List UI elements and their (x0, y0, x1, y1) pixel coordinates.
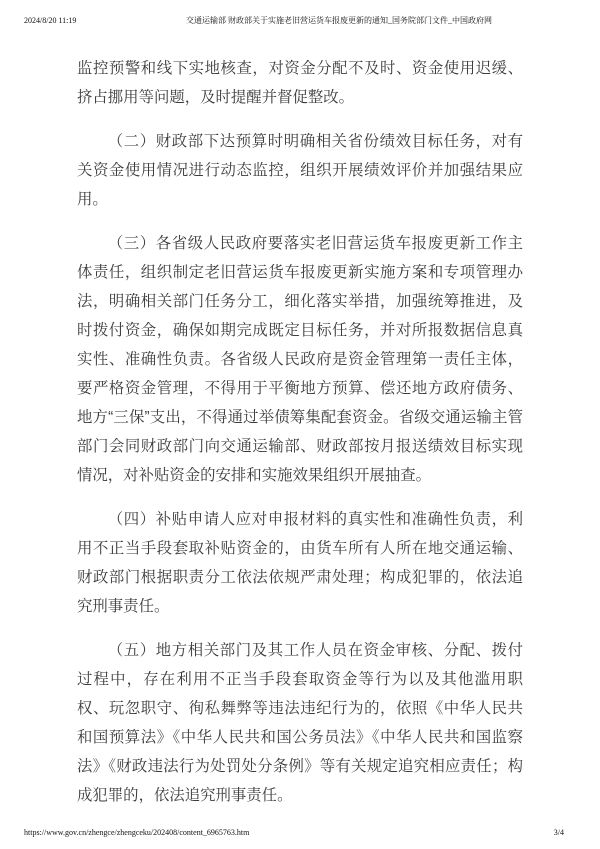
paragraph-item-4: （四）补贴申请人应对申报材料的真实性和准确性负责，利用不正当手段套取补贴资金的，由货车所有人所在地交通运输、财政部门根据职责分工依法依规严肃处理；构成犯罪的，依法追究刑事责任。 (77, 511, 523, 615)
print-title: 交通运输部 财政部关于实施老旧营运货车报废更新的通知_国务院部门文件_中国政府网 (186, 16, 492, 25)
print-datetime: 2024/8/20 11:19 (24, 16, 77, 25)
source-url: https://www.gov.cn/zhengce/zhengceku/202408/content_6965763.htm (24, 828, 250, 837)
print-footer (24, 828, 564, 838)
print-header (0, 16, 600, 28)
document-body (77, 54, 523, 825)
page-indicator: 3/4 (553, 828, 564, 837)
paragraph-item-5: （五）地方相关部门及其工作人员在资金审核、分配、拨付过程中，存在利用不正当手段套取资金等行为以及其他滥用职权、玩忽职守、徇私舞弊等违法违纪行为的，依照《中华人民共和国预算法》《中华人民共和国公务员法》《中华人民共和国监察法》《财政违法行为处罚处分条例》等有关规定追究相应责任；构成犯罪的，依法追究刑事责任。 (77, 642, 523, 804)
paragraph-item-3: （三）各省级人民政府要落实老旧营运货车报废更新工作主体责任，组织制定老旧营运货车报废更新实施方案和专项管理办法，明确相关部门任务分工，细化落实举措，加强统筹推进，及时拨付资金，确保如期完成既定目标任务，并对所报数据信息真实性、准确性负责。各省级人民政府是资金管理第一责任主体，要严格资金管理，不得用于平衡地方预算、偿还地方政府债务、地方“三保”支出，不得通过举债筹集配套资金。省级交通运输主管部门会同财政部门向交通运输部、财政部按月报送绩效目标实现情况，对补贴资金的安排和实施效果组织开展抽查。 (77, 235, 523, 484)
paragraph-item-2: （二）财政部下达预算时明确相关省份绩效目标任务，对有关资金使用情况进行动态监控，组织开展绩效评价并加强结果应用。 (77, 133, 523, 208)
paragraph-continuation: 监控预警和线下实地核查，对资金分配不及时、资金使用迟缓、挤占挪用等问题，及时提醒并督促整改。 (77, 60, 523, 106)
